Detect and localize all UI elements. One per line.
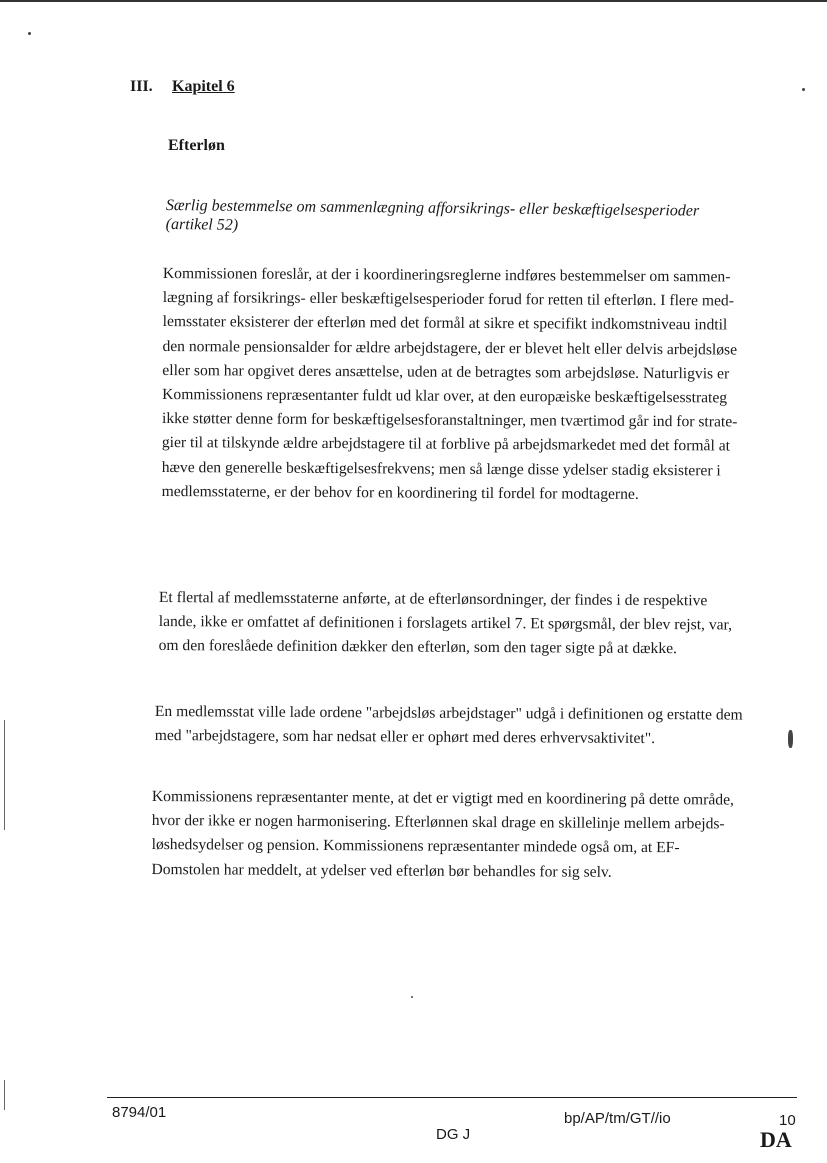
article-subtitle-line: (artikel 52) <box>165 215 239 234</box>
text-line: lemsstater eksisterer der efterløn med det formål at sikre et specifikt indkomstniveau indtil <box>162 313 728 334</box>
text-line: Kommissionens repræsentanter fuldt ud klar over, at den europæiske beskæftigelsesstrateg <box>162 386 728 407</box>
text-line: Et flertal af medlemsstaterne anførte, at de efterlønsordninger, der findes i de respektive <box>158 588 708 610</box>
text-line: medlemsstaterne, er der behov for en koordinering til fordel for modtagerne. <box>161 482 639 503</box>
text-line: gier til at tilskynde ældre arbejdstagere til at forblive på arbejdsmarkedet med det formål at <box>161 434 731 455</box>
language-code: DA <box>760 1127 792 1152</box>
text-line: med "arbejdstagere, som har nedsat eller er ophørt med deres erhvervsaktivitet". <box>154 727 656 748</box>
chapter-heading <box>130 78 235 96</box>
text-line: lægning af forsikrings- eller beskæftigelsesperioder forud for retten til efterløn. I flere med- <box>162 289 734 310</box>
text-line: hvor der ikke er nogen harmonisering. Efterlønnen skal drage en skillelinje mellem arbejds- <box>151 812 725 833</box>
scan-speck <box>788 730 793 748</box>
margin-mark <box>4 1080 5 1110</box>
top-border <box>0 0 827 2</box>
paragraph-2 <box>159 586 799 663</box>
text-line: Domstolen har meddelt, at ydelser ved efterløn bør behandles for sig selv. <box>151 860 612 881</box>
text-line: Kommissionens repræsentanter mente, at det er vigtigt med en koordinering på dette område, <box>151 787 734 809</box>
paragraph-4 <box>151 785 792 886</box>
margin-mark <box>4 720 5 830</box>
author-code: bp/AP/tm/GT//io <box>564 1110 671 1127</box>
scan-speck <box>411 996 413 998</box>
scan-speck <box>802 88 805 91</box>
page-number: 10 <box>779 1112 796 1129</box>
text-line: den normale pensionsalder for ældre arbejdstagere, der er blevet helt eller delvis arbejdsløse <box>162 337 738 359</box>
text-line: ikke støtter denne form for beskæftigelsesforanstaltninger, men tværtimod går ind for strate- <box>161 410 738 431</box>
footer-rule <box>107 1097 797 1098</box>
text-line: Kommissionen foreslår, at der i koordineringsreglerne indføres bestemmelser om sammen- <box>162 264 731 286</box>
section-title: Efterløn <box>168 137 225 154</box>
text-line: En medlemsstat ville lade ordene "arbejdsløs arbejdstager" udgå i definitionen og erstatte dem <box>154 702 743 724</box>
paragraph-1 <box>162 262 803 508</box>
text-line: hæve den generelle beskæftigelsesfrekvens; men så længe disse ydelser stadig eksisterer i <box>161 458 721 480</box>
paragraph-3 <box>155 700 795 752</box>
text-line: lande, ikke er omfattet af definitionen i forslagets artikel 7. Et spørgsmål, der blev rejst, var, <box>158 613 733 634</box>
chapter-title: Kapitel 6 <box>172 78 235 95</box>
chapter-number: III. <box>130 78 153 95</box>
article-subtitle <box>166 196 766 240</box>
scan-speck <box>28 32 31 35</box>
text-line: om den foreslåede definition dækker den efterløn, som den tager sigte på at dække. <box>158 637 678 658</box>
directorate-label: DG J <box>436 1126 471 1143</box>
text-line: eller som har opgivet deres ansættelse, uden at de betragtes som arbejdsløse. Naturligvis er <box>162 361 730 383</box>
article-subtitle-line: Særlig bestemmelse om sammenlægning afforsikrings- eller beskæftigelsesperioder <box>165 196 700 220</box>
text-line: løshedsydelser og pension. Kommissionens repræsentanter mindede også om, at EF- <box>151 836 680 857</box>
document-reference: 8794/01 <box>112 1104 167 1121</box>
